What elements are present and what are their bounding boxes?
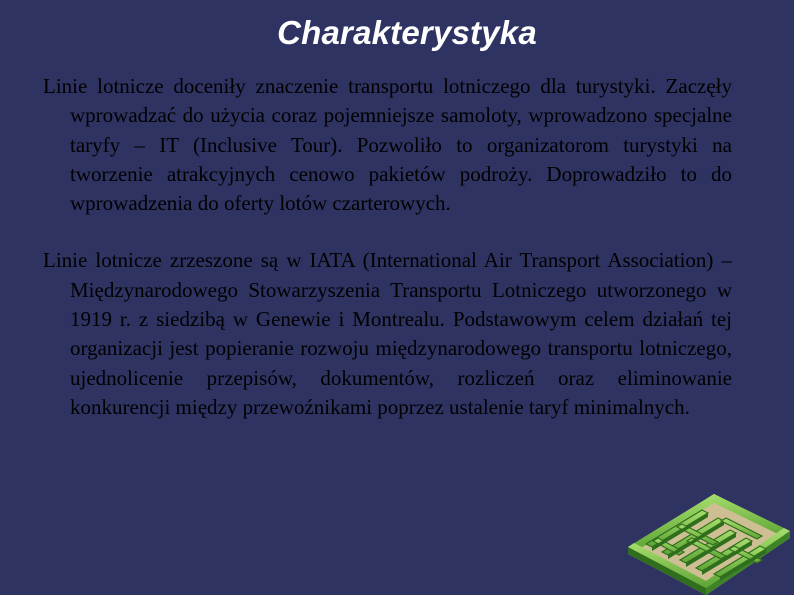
paragraph-2: Linie lotnicze zrzeszone są w IATA (International Air Transport Association) – Międzynarodowego Stowarzyszenia Transportu Lotniczego utworzonego w 1919 r. z siedzibą w Genewie i Montrealu. Podstawowym celem działań tej organizacji jest popieranie rozwoju międzynarodowego transportu lotniczego, ujednolicenie przepisów, dokumentów, rozliczeń oraz eliminowanie konkurencji między przewoźnikami poprzez ustalenie taryf minimalnych.	[43, 248, 732, 419]
paragraph-1: Linie lotnicze doceniły znaczenie transportu lotniczego dla turystyki. Zaczęły wprowadzać do użycia coraz pojemniejsze samoloty, wprowadzono specjalne taryfy – IT (Inclusive Tour). Pozwoliło to organizatorom turystyki na tworzenie atrakcyjnych cenowo pakietów podroży. Doprowadziło to do wprowadzenia do oferty lotów czarterowych.	[43, 74, 732, 216]
slide-body	[43, 72, 732, 422]
slide-title: Charakterystyka	[277, 14, 537, 51]
hedge-maze-icon	[622, 494, 792, 595]
